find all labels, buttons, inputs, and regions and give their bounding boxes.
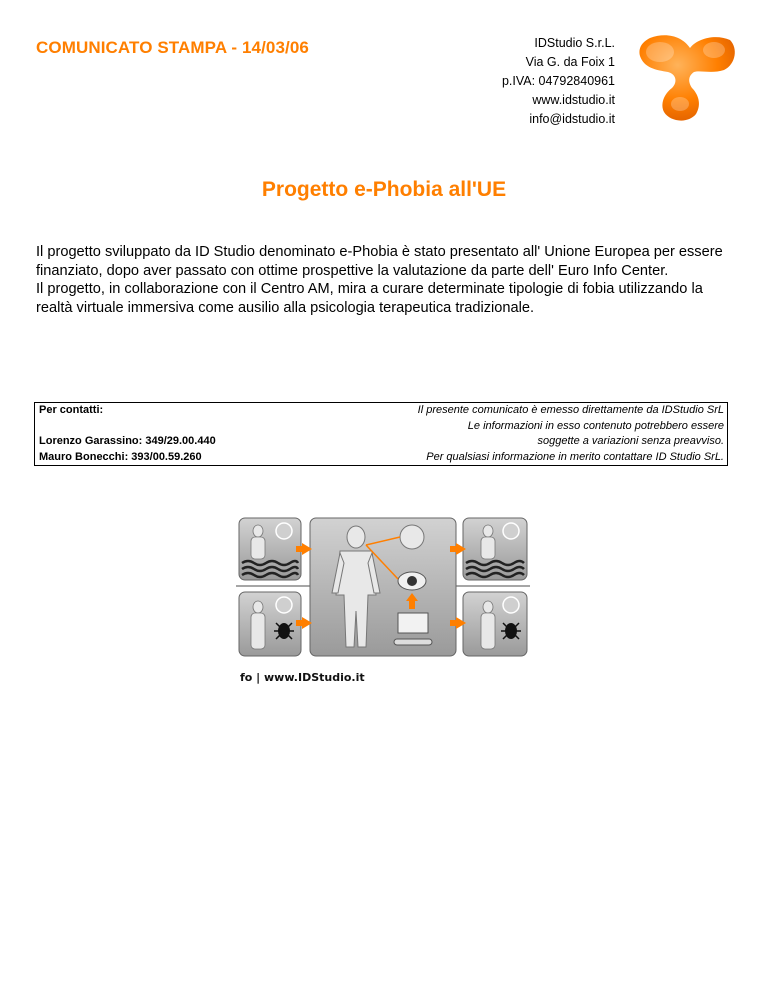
contacts-heading: Per contatti: [39,404,104,416]
company-info [502,34,615,129]
company-name: IDStudio S.r.L. [534,36,615,50]
press-release-title: COMUNICATO STAMPA - 14/03/06 [36,38,309,57]
disclaimer-line-4: Per qualsiasi informazione in merito contattare ID Studio SrL. [426,450,724,463]
company-address: Via G. da Foix 1 [525,55,615,69]
page-title: Progetto e-Phobia all'UE [261,178,507,201]
paragraph-2: Il progetto, in collaborazione con il Centro AM, mira a curare determinate tipologie di fobia utilizzando la realtà virtuale immersiva come ausilio alla psicologia terapeutica tradizionale. [36,281,703,316]
body-text [36,243,736,317]
disclaimer-line-1: Il presente comunicato è emesso direttamente da IDStudio SrL [417,404,724,416]
paragraph-1: Il progetto sviluppato da ID Studio denominato e-Phobia è stato presentato all' Unione Europea per essere finanziato, dopo aver passato con ottime prospettive la valutazione da parte dell' Euro Info Center. [36,244,723,279]
company-email: info@idstudio.it [529,112,615,126]
disclaimer-line-2: Le informazioni in esso contenuto potrebbero essere [467,419,724,432]
contacts-left [39,403,216,465]
company-vat: p.IVA: 04792840961 [501,74,615,88]
disclaimer-line-3: soggette a variazioni senza preavviso. [537,435,724,447]
contacts-box [34,402,728,466]
idstudio-logo-icon [636,30,740,124]
contact-person-1: Lorenzo Garassino: 349/29.00.440 [39,435,216,447]
disclaimer [418,403,724,465]
image-caption: fo | www.IDStudio.it [237,670,368,686]
contact-person-2: Mauro Bonecchi: 393/00.59.260 [39,450,202,463]
company-website: www.idstudio.it [532,93,615,107]
